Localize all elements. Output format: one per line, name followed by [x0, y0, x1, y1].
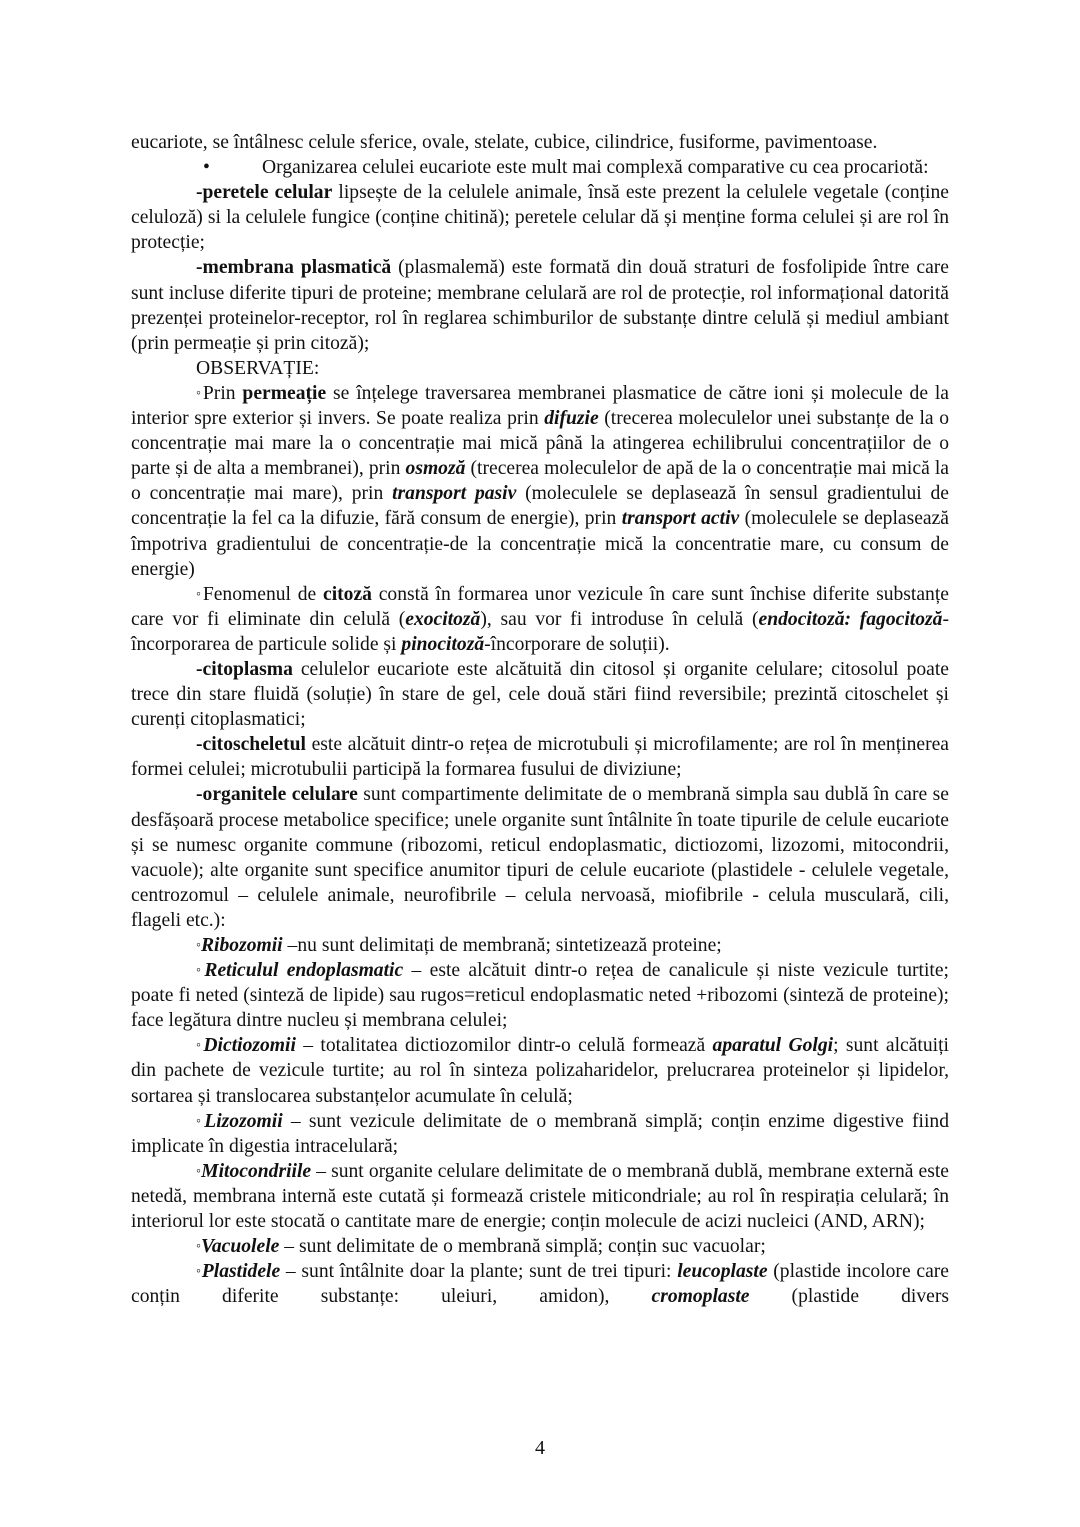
term-cell-wall: -peretele celular [196, 182, 333, 204]
document-page [131, 130, 949, 1309]
term-golgi-apparatus: aparatul Golgi [712, 1035, 834, 1057]
term-organelles: -organitele celulare [196, 784, 358, 806]
paragraph-plastids: ◦Plastidele – sunt întâlnite doar la plante; sunt de trei tipuri: leucoplaste (plastide incolore care conțin diferite substanțe: uleiuri, amidon), cromoplaste (plastide divers [131, 1261, 949, 1308]
term-endoplasmic-reticulum: Reticulul endoplasmatic [204, 960, 404, 982]
term-dictyosomes: Dictiozomii [203, 1035, 296, 1057]
circle-bullet-icon: ◦ [196, 1163, 202, 1179]
term-passive-transport: transport pasiv [392, 483, 517, 505]
circle-bullet-icon: ◦ [196, 1239, 201, 1255]
paragraph-lysosomes: ◦Lizozomii – sunt vezicule delimitate de o membrană simplă; conțin enzime digestive fiind implicate în digestia intracelulară; [131, 1110, 949, 1157]
circle-bullet-icon: ◦ [196, 963, 205, 979]
term-permeation: permeație [242, 382, 327, 404]
term-mitochondria: Mitocondriile [201, 1160, 312, 1182]
term-lysosomes: Lizozomii [204, 1110, 283, 1132]
paragraph-eukaryote-organization: • Organizarea celulei eucariote este mult mai complexă comparative cu cea procariotă: [131, 155, 949, 180]
observation-heading: OBSERVAȚIE: [196, 357, 320, 379]
paragraph-vacuoles: ◦Vacuolele – sunt delimitate de o membrană simplă; conțin suc vacuolar; [196, 1236, 766, 1258]
paragraph-cell-wall: -peretele celular lipsește de la celulele animale, însă este prezent la celulele vegetale (conține celuloză) si la celulele fungice (conține chitină); peretele celular dă și menține forma celulei și are rol în protecție; [131, 182, 949, 254]
term-leucoplasts: leucoplaste [677, 1261, 768, 1283]
circle-bullet-icon: ◦ [196, 938, 201, 953]
circle-bullet-icon: ◦ [196, 1113, 205, 1129]
bullet-icon: • [203, 157, 210, 179]
paragraph-cell-shapes: eucariote, se întâlnesc celule sferice, ovale, stelate, cubice, cilindrice, fusiforme, pavimentoase. [131, 132, 878, 153]
paragraph-mitochondria: ◦Mitocondriile – sunt organite celulare delimitate de o membrană dublă, membrane externă este netedă, membrana internă este cutată și formează cristele miticondriale; au rol în respirația celulară; în interiorul lor este stocată o cantitate mare de energie; conțin molecule de acizi nucleici (AND, ARN); [131, 1160, 949, 1233]
paragraph-dictyosomes: ◦Dictiozomii – totalitatea dictiozomilor dintr-o celulă formează aparatul Golgi; sunt alcătuiți din pachete de vezicule turtite; au rol în sinteza polizaharidelor, prelucrarea proteinelor și lipidelor, sortarea și translocarea substanțelor acumulate în celulă; [131, 1035, 949, 1107]
term-active-transport: transport activ [621, 508, 740, 530]
paragraph-cytoskeleton: -citoscheletul este alcătuit dintr-o rețea de microtubuli și microfilamente; are rol în menținerea formei celulei; microtubulii participă la formarea fusului de diviziune; [131, 734, 949, 781]
circle-bullet-icon: ◦ [196, 1038, 204, 1054]
term-diffusion: difuzie [544, 408, 599, 430]
paragraph-permeation: ◦Prin permeație se înțelege traversarea membranei plasmatice de către ioni și molecule de la interior spre exterior și invers. Se poate realiza prin difuzie (trecerea moleculelor unei substanțe de la o concentrație mai mare la o concentrație mai mică până la atingerea echilibrului concentrațiilor de o parte și de alta a membranei), prin osmoză (trecerea moleculelor de apă de la o concentrație mai mică la o concentrație mai mare), prin transport pasiv (moleculele se deplasează în sensul gradientului de concentrație la fel ca la difuzie, fără consum de energie), prin transport activ (moleculele se deplasează împotriva gradientului de concentrație-de la concentrație mică la concentratie mare, cu consum de energie) [131, 382, 950, 580]
circle-bullet-icon: ◦ [196, 385, 203, 401]
circle-bullet-icon: ◦ [196, 1264, 202, 1280]
paragraph-cytosis: ◦Fenomenul de citoză constă în formarea unor vezicule în care sunt închise diferite substanțe care vor fi eliminate din celulă (exocitoză), sau vor fi introduse în celulă (endocitoză: fagocitoză-încorporarea de particule solide și pinocitoză-încorporare de soluții). [131, 583, 949, 655]
term-ribosomes: Ribozomii [200, 935, 283, 956]
page-number: 4 [535, 1437, 545, 1459]
term-osmosis: osmoză [405, 458, 466, 480]
paragraph-plasma-membrane: -membrana plasmatică (plasmalemă) este formată din două straturi de fosfolipide între care sunt incluse diferite tipuri de proteine; membrane celulară are rol de protecție, rol informațional datorită prezenței proteinelor-receptor, rol în reglarea schimburilor de substanțe dintre celulă și mediul ambiant (prin permeație și prin citoză); [131, 257, 949, 354]
term-pinocytosis: pinocitoză [401, 633, 485, 655]
term-endocytosis: endocitoză: fagocitoză [758, 608, 943, 630]
term-chromoplasts: cromoplaste [651, 1286, 750, 1308]
paragraph-endoplasmic-reticulum: ◦Reticulul endoplasmatic – este alcătuit dintr-o rețea de canalicule și niste vezicule turtite; poate fi neted (sinteză de lipide) sau rugos=reticul endoplasmatic neted +ribozomi (sinteză de proteine); face legătura dintre nucleu și membrana celulei; [131, 960, 950, 1032]
paragraph-ribosomes: ◦Ribozomii –nu sunt delimitați de membrană; sintetizează proteine; [196, 935, 722, 956]
circle-bullet-icon: ◦ [196, 586, 203, 602]
term-exocytosis: exocitoză [405, 608, 481, 630]
paragraph-cytoplasm: -citoplasma celulelor eucariote este alcătuită din citosol și organite celulare; citosolul poate trece din stare fluidă (soluție) în stare de gel, cele două stări fiind reversibile; prezintă citoschelet și curenți citoplasmatici; [131, 658, 949, 731]
term-cytosis: citoză [323, 583, 372, 605]
term-cytoskeleton: -citoscheletul [196, 734, 306, 756]
term-plastids: Plastidele [201, 1261, 281, 1283]
term-cytoplasm: -citoplasma [196, 658, 293, 680]
paragraph-organelles: -organitele celulare sunt compartimente delimitate de o membrană simpla sau dublă în care se desfășoară procese metabolice specifice; unele organite sunt întâlnite în toate tipurile de celule eucariote și se numesc organite commune (ribozomi, reticul endoplasmatic, dictiozomi, lizozomi, mitocondrii, vacuole); alte organite sunt specifice anumitor tipuri de celule eucariote (plastidele - celulele vegetale, centrozomul – celulele animale, neurofibrile – celula nervoasă, miofibrile - celula musculară, cili, flageli etc.): [131, 784, 950, 931]
term-plasma-membrane: -membrana plasmatică [196, 257, 392, 279]
term-vacuoles: Vacuolele [200, 1236, 280, 1258]
